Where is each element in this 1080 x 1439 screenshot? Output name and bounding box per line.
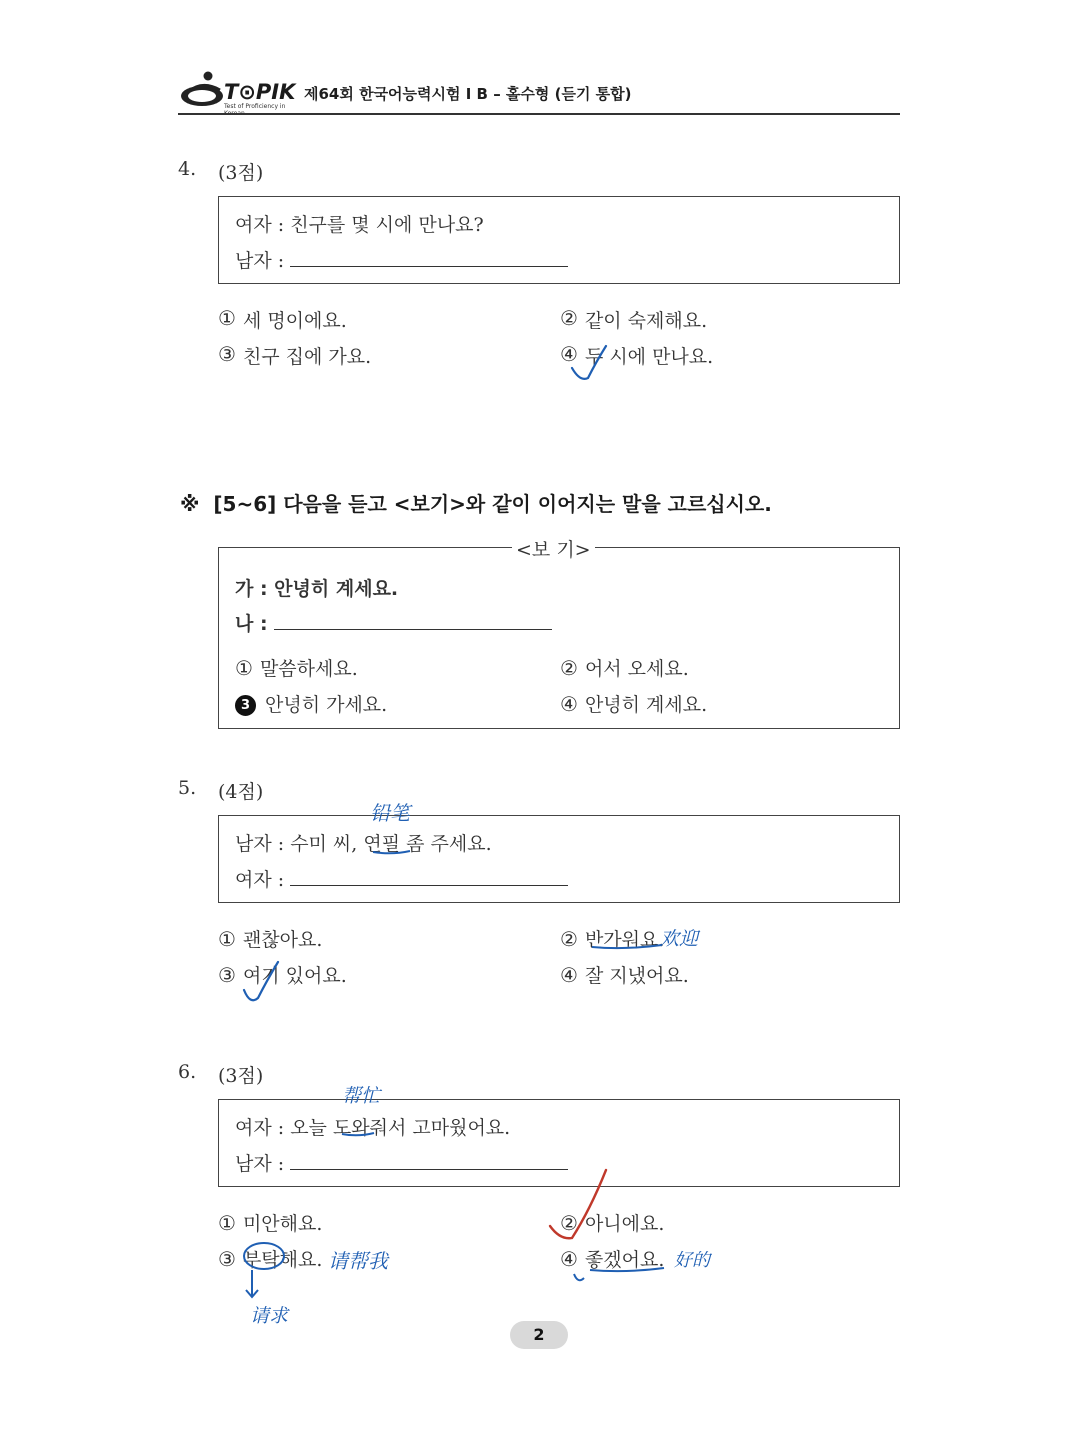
- option-number: ③: [218, 342, 236, 366]
- topik-emblem-icon: [180, 70, 226, 112]
- example-option-4: [560, 690, 707, 717]
- option-number: ②: [560, 927, 578, 951]
- instruction-text: [5~6] 다음을 듣고 <보기>와 같이 이어지는 말을 고르십시오.: [213, 492, 772, 516]
- option-text: 안녕히 계세요.: [584, 694, 708, 716]
- option-number: ④: [560, 963, 578, 987]
- q4-points: (3점): [218, 162, 264, 184]
- section-instruction: [180, 488, 772, 517]
- q6-number: 6.: [178, 1061, 197, 1083]
- q4-option-2[interactable]: [560, 306, 707, 333]
- option-text: 세 명이에요.: [242, 310, 347, 332]
- option-number: ④: [560, 342, 578, 366]
- q4-dialog-line1: 여자 : 친구를 몇 시에 만나요?: [235, 214, 484, 236]
- option-text: 부탁해요.: [242, 1249, 323, 1271]
- example-box: [218, 547, 900, 729]
- q5-dialog-line1: 남자 : 수미 씨, 연필 좀 주세요.: [235, 833, 492, 855]
- topik-logo: [180, 70, 298, 112]
- q6-dialog-line1: 여자 : 오늘 도와줘서 고마웠어요.: [235, 1117, 511, 1139]
- q5-speaker-label: 여자 :: [235, 869, 285, 891]
- option-text: 안녕히 가세요.: [265, 694, 388, 716]
- q6-points: (3점): [218, 1065, 264, 1087]
- logo-subtitle: Test of Proficiency in: [224, 103, 286, 110]
- q6-option-1[interactable]: [218, 1209, 322, 1236]
- option-number: ②: [560, 656, 578, 680]
- q6-note-please-help: 请帮我: [328, 1249, 388, 1273]
- q5-number: 5.: [178, 777, 197, 799]
- q4-dialog-line2: [235, 246, 568, 273]
- example-title: <보 기>: [512, 535, 595, 562]
- q5-dialog-box: [218, 815, 900, 903]
- option-number: ②: [560, 1211, 578, 1235]
- example-option-3: [235, 690, 387, 717]
- q6-note-good: 好的: [674, 1250, 710, 1271]
- header-divider: [178, 113, 900, 115]
- q5-option-4[interactable]: [560, 961, 689, 988]
- q6-option-2[interactable]: [560, 1209, 664, 1236]
- reference-mark: ※: [180, 492, 200, 516]
- example-option-1: [235, 654, 358, 681]
- q5-option-2[interactable]: [560, 925, 664, 952]
- q4-speaker-label: 남자 :: [235, 250, 285, 272]
- page-number: 2: [510, 1321, 568, 1349]
- answer-blank: [274, 619, 552, 630]
- option-number: ①: [218, 306, 236, 330]
- option-text: 반가워요.: [584, 929, 665, 951]
- example-speaker-label: 나 :: [235, 613, 268, 635]
- q5-option-1[interactable]: [218, 925, 322, 952]
- option-text: 친구 집에 가요.: [242, 346, 372, 368]
- option-number: ③: [218, 963, 236, 987]
- q6-dialog-box: [218, 1099, 900, 1187]
- option-number: ④: [560, 1247, 578, 1271]
- answer-blank: [290, 875, 568, 886]
- q6-speaker-label: 남자 :: [235, 1153, 285, 1175]
- option-text: 좋겠어요.: [584, 1249, 665, 1271]
- exam-title: 제64회 한국어능력시험 I B – 홀수형 (듣기 통합): [304, 85, 632, 103]
- option-number: ①: [235, 656, 253, 680]
- answer-blank: [290, 256, 568, 267]
- logo-wordmark: T⊙PIK: [224, 80, 296, 104]
- q4-option-1[interactable]: [218, 306, 347, 333]
- q4-number: 4.: [178, 158, 197, 180]
- example-line2: [235, 609, 552, 636]
- option-text: 여기 있어요.: [242, 965, 347, 987]
- option-text: 아니에요.: [584, 1213, 665, 1235]
- option-text: 같이 숙제해요.: [584, 310, 708, 332]
- q5-dialog-line2: [235, 865, 568, 892]
- q4-option-4[interactable]: [560, 342, 713, 369]
- option-number: ④: [560, 692, 578, 716]
- option-text: 어서 오세요.: [584, 658, 689, 680]
- answer-blank: [290, 1159, 568, 1170]
- q6-dialog-line2: [235, 1149, 568, 1176]
- q5-points: (4점): [218, 781, 264, 803]
- q6-arrow-down: [246, 1270, 258, 1297]
- example-line1: 가 : 안녕히 계세요.: [235, 578, 399, 600]
- option-number: ①: [218, 1211, 236, 1235]
- option-number: ②: [560, 306, 578, 330]
- q5-note-welcome: 欢迎: [660, 928, 699, 950]
- q6-note-request: 请求: [250, 1305, 289, 1327]
- option-text: 괜찮아요.: [242, 929, 323, 951]
- q6-note-help: 帮忙: [342, 1085, 381, 1107]
- option-number: ①: [218, 927, 236, 951]
- option-number: ③: [218, 1247, 236, 1271]
- example-option-2: [560, 654, 689, 681]
- option-text: 말씀하세요.: [259, 658, 358, 680]
- q5-note-pencil: 铅笔: [370, 801, 410, 825]
- option-text: 두 시에 만나요.: [584, 346, 714, 368]
- q4-dialog-box: [218, 196, 900, 284]
- option-text: 잘 지냈어요.: [584, 965, 689, 987]
- q6-option-4[interactable]: [560, 1245, 664, 1272]
- option-text: 미안해요.: [242, 1213, 323, 1235]
- q4-option-3[interactable]: [218, 342, 371, 369]
- option-number-selected: 3: [235, 695, 256, 716]
- q5-option-3[interactable]: [218, 961, 347, 988]
- q6-check-option4: [574, 1274, 584, 1280]
- q6-option-3[interactable]: [218, 1245, 322, 1272]
